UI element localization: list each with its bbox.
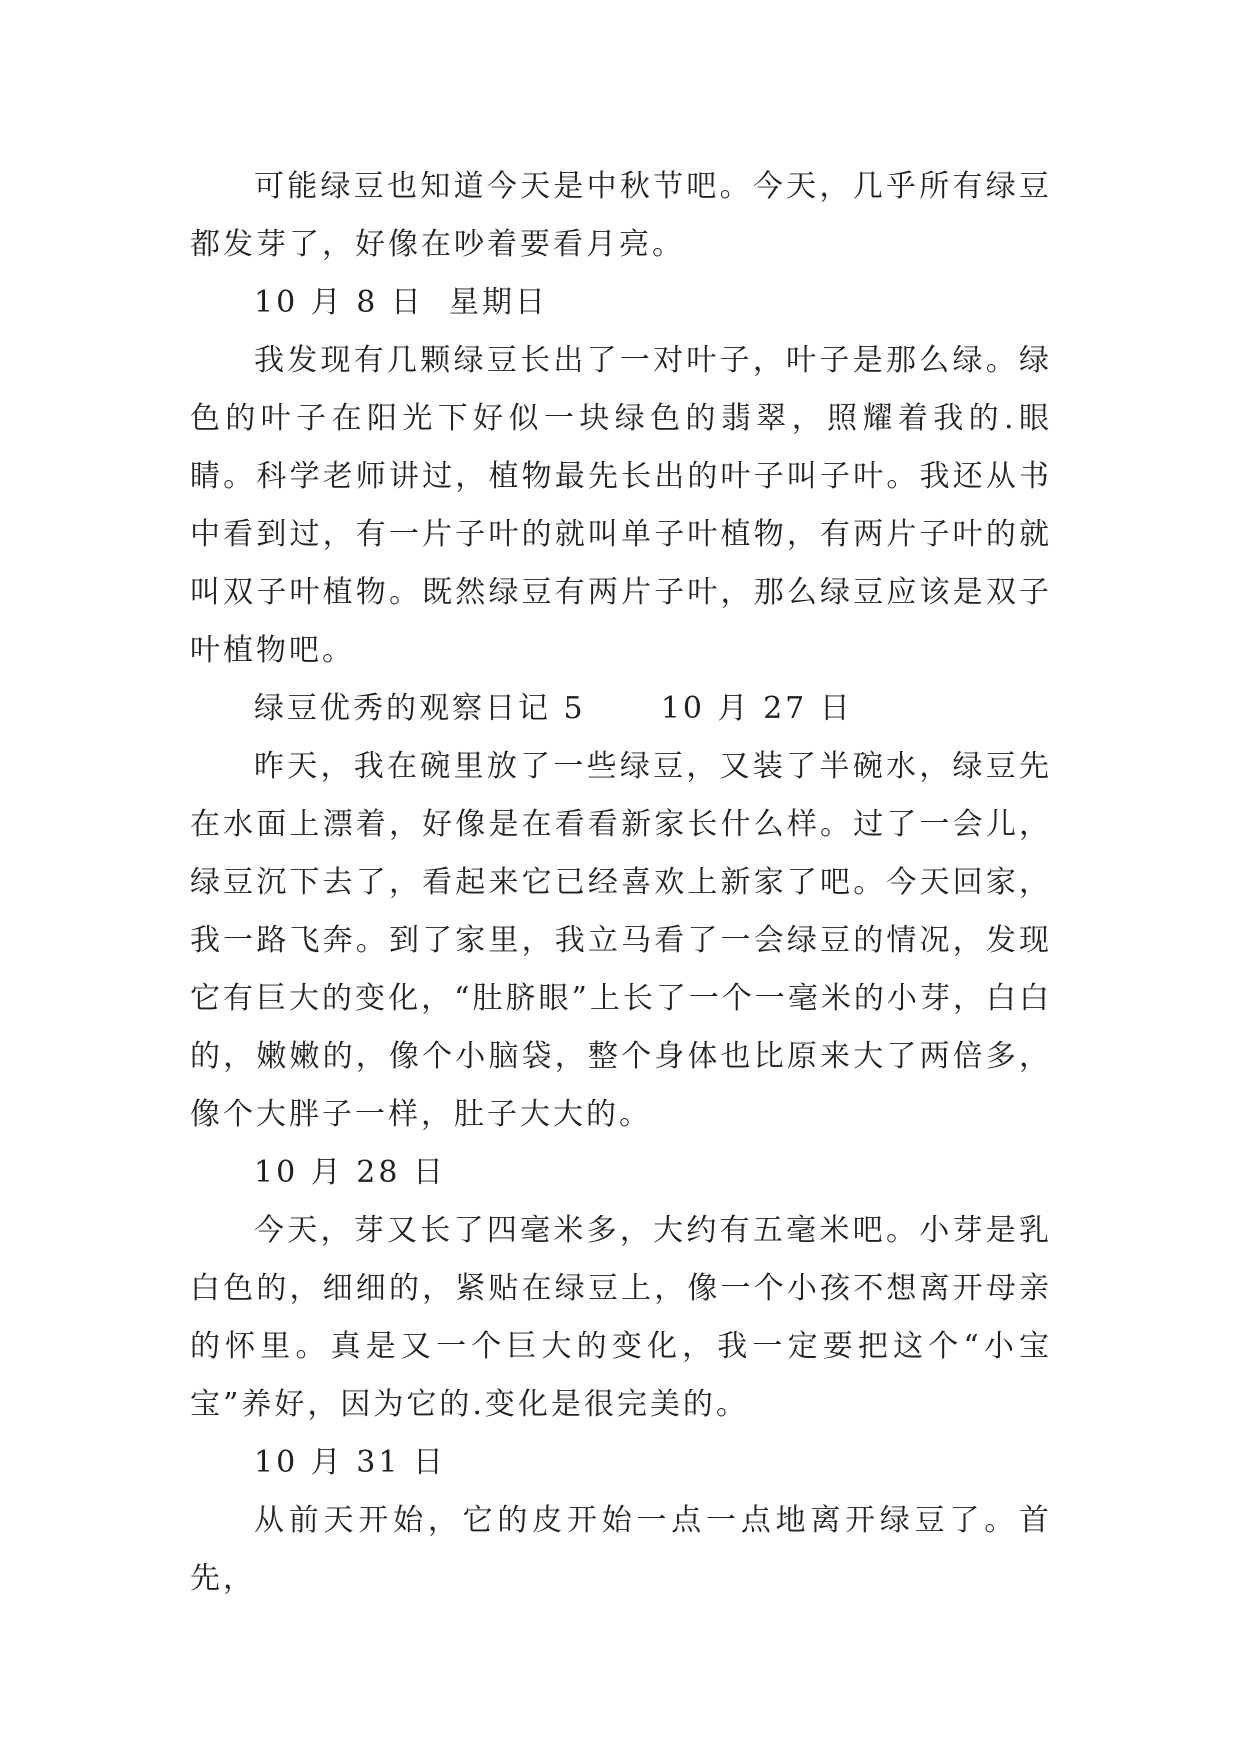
paragraph-mid-autumn: 可能绿豆也知道今天是中秋节吧。今天，几乎所有绿豆都发芽了，好像在吵着要看月亮。: [190, 169, 1052, 262]
diary-title-5: 绿豆优秀的观察日记 5 10 月 27 日: [254, 691, 853, 726]
document-body: [190, 158, 1052, 1608]
date-heading-oct-8: 10 月 8 日 星期日: [254, 285, 548, 320]
paragraph-skin-peeling: 从前天开始，它的皮开始一点一点地离开绿豆了。首先，: [190, 1503, 1052, 1596]
paragraph-cotyledons: 我发现有几颗绿豆长出了一对叶子，叶子是那么绿。绿色的叶子在阳光下好似一块绿色的翡翠，照耀着我的.眼睛。科学老师讲过，植物最先长出的叶子叫子叶。我还从书中看到过，有一片子叶的就叫单子叶植物，有两片子叶的就叫双子叶植物。既然绿豆有两片子叶，那么绿豆应该是双子叶植物吧。: [190, 343, 1052, 668]
date-heading-oct-28: 10 月 28 日: [254, 1155, 446, 1190]
paragraph-first-sprout: 昨天，我在碗里放了一些绿豆，又装了半碗水，绿豆先在水面上漂着，好像是在看看新家长什么样。过了一会儿，绿豆沉下去了，看起来它已经喜欢上新家了吧。今天回家，我一路飞奔。到了家里，我立马看了一会绿豆的情况，发现它有巨大的变化，“肚脐眼”上长了一个一毫米的小芽，白白的，嫩嫩的，像个小脑袋，整个身体也比原来大了两倍多，像个大胖子一样，肚子大大的。: [190, 749, 1052, 1132]
paragraph-sprout-growth: 今天，芽又长了四毫米多，大约有五毫米吧。小芽是乳白色的，细细的，紧贴在绿豆上，像一个小孩不想离开母亲的怀里。真是又一个巨大的变化，我一定要把这个“小宝宝”养好，因为它的.变化是很完美的。: [190, 1213, 1052, 1422]
date-heading-oct-31: 10 月 31 日: [254, 1445, 446, 1480]
